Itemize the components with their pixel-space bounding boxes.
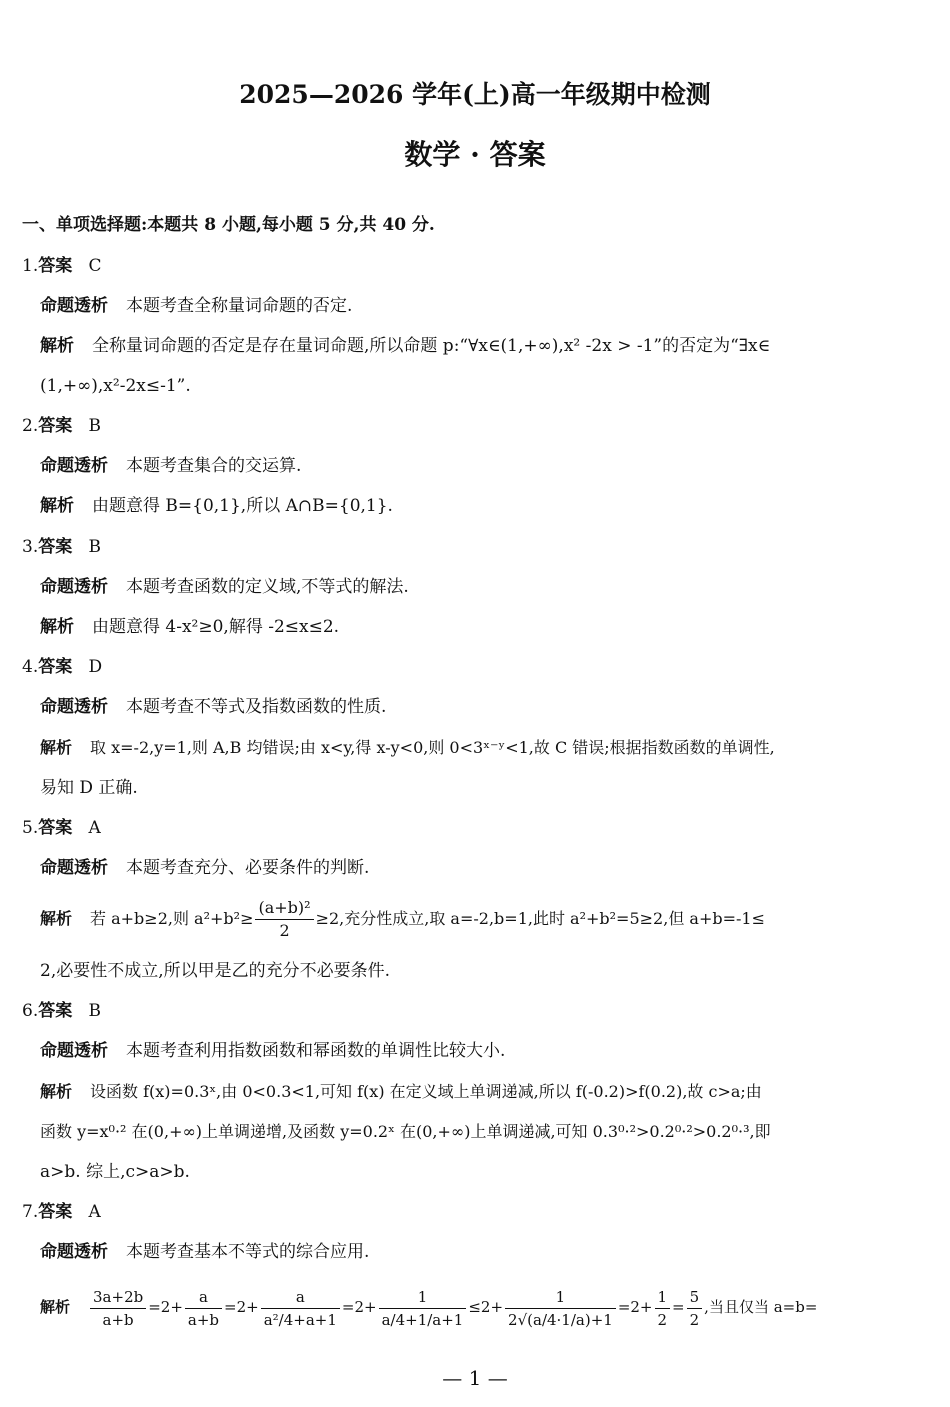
question-4-analysis-cont: 易知 D 正确. (40, 778, 138, 798)
fraction: $\frac{5}{2}$ (687, 1286, 703, 1331)
fraction: $\frac{3a+2b}{a+b}$ (90, 1286, 146, 1331)
question-6-analysis-cont: 函数 y=x⁰·² 在(0,+∞)上单调递增,及函数 y=0.2ˣ 在(0,+∞)上单调递减,可知 0.3⁰·²>0.2⁰·²>0.2⁰·³,即 (40, 1122, 771, 1141)
question-5-intent: 命题透析 本题考查充分、必要条件的判断. (40, 858, 370, 878)
question-5-analysis-cont: 2,必要性不成立,所以甲是乙的充分不必要条件. (40, 961, 391, 981)
question-3-intent: 命题透析 本题考查函数的定义域,不等式的解法. (40, 577, 409, 597)
question-2-answer: 2.答案 B (22, 416, 101, 436)
fraction: $\frac{a}{a+b}$ (185, 1286, 222, 1331)
question-4-answer: 4.答案 D (22, 657, 103, 677)
question-7-analysis: 解析 $\frac{3a+2b}{a+b}$ =2+ $\frac{a}{a+b}$ =2+ $\frac{a}{\text{a²/4+a+1}}$ =2+ $\frac{1}{a/4+1/a+1}$ ≤2+ $\frac{1}{2√(a/4\cdot 1/a)+1}$ =2+ $\frac{1}{2}$ = $\frac{5}{2}$ ,当且仅当 a=b= (40, 1287, 818, 1329)
question-6-analysis: 解析 设函数 f(x)=0.3ˣ,由 0<0.3<1,可知 f(x) 在定义域上单调递减,所以 f(-0.2)>f(0.2),故 c>a;由 (40, 1082, 762, 1101)
fraction: $\frac{1}{a/4+1/a+1}$ (379, 1286, 467, 1331)
question-5-answer: 5.答案 A (22, 818, 101, 838)
question-1-analysis: 解析 全称量词命题的否定是存在量词命题,所以命题 p:“∀x∈(1,+∞),x² -2x > -1”的否定为“∃x∈ (40, 336, 771, 356)
fraction: $\frac{\text{(a+b)²}}{2}$ (255, 897, 313, 942)
question-5-analysis: 解析 若 a+b≥2,则 a²+b²≥ $\frac{\text{(a+b)²}}{2}$ ≥2,充分性成立,取 a=-2,b=1,此时 a²+b²=5≥2,但 a+b=-1≤ (40, 898, 765, 940)
question-7-answer: 7.答案 A (22, 1202, 101, 1222)
question-3-answer: 3.答案 B (22, 537, 101, 557)
question-1-intent: 命题透析 本题考查全称量词命题的否定. (40, 296, 353, 316)
question-4-analysis: 解析 取 x=-2,y=1,则 A,B 均错误;由 x<y,得 x-y<0,则 0<3ˣ⁻ʸ<1,故 C 错误;根据指数函数的单调性, (40, 738, 775, 757)
question-3-analysis: 解析 由题意得 4-x²≥0,解得 -2≤x≤2. (40, 617, 340, 637)
question-6-intent: 命题透析 本题考查利用指数函数和幂函数的单调性比较大小. (40, 1041, 506, 1061)
question-6-answer: 6.答案 B (22, 1001, 101, 1021)
page-subtitle: 数学 · 答案 (404, 138, 546, 171)
fraction: $\frac{1}{2√(a/4\cdot 1/a)+1}$ (505, 1286, 616, 1331)
question-6-analysis-cont2: a>b. 综上,c>a>b. (40, 1162, 190, 1182)
question-2-intent: 命题透析 本题考查集合的交运算. (40, 456, 302, 476)
question-4-intent: 命题透析 本题考查不等式及指数函数的性质. (40, 697, 387, 717)
section-heading: 一、单项选择题:本题共 8 小题,每小题 5 分,共 40 分. (22, 215, 435, 235)
question-7-intent: 命题透析 本题考查基本不等式的综合应用. (40, 1242, 370, 1262)
question-1-analysis-cont: (1,+∞),x²-2x≤-1”. (40, 376, 191, 396)
page-title: 2025—2026 学年(上)高一年级期中检测 (239, 80, 711, 109)
page-number: — 1 — (442, 1366, 508, 1390)
question-1-answer: 1.答案 C (22, 256, 102, 276)
question-2-analysis: 解析 由题意得 B={0,1},所以 A∩B={0,1}. (40, 496, 393, 516)
fraction: $\frac{a}{\text{a²/4+a+1}}$ (261, 1286, 340, 1331)
fraction: $\frac{1}{2}$ (655, 1286, 671, 1331)
